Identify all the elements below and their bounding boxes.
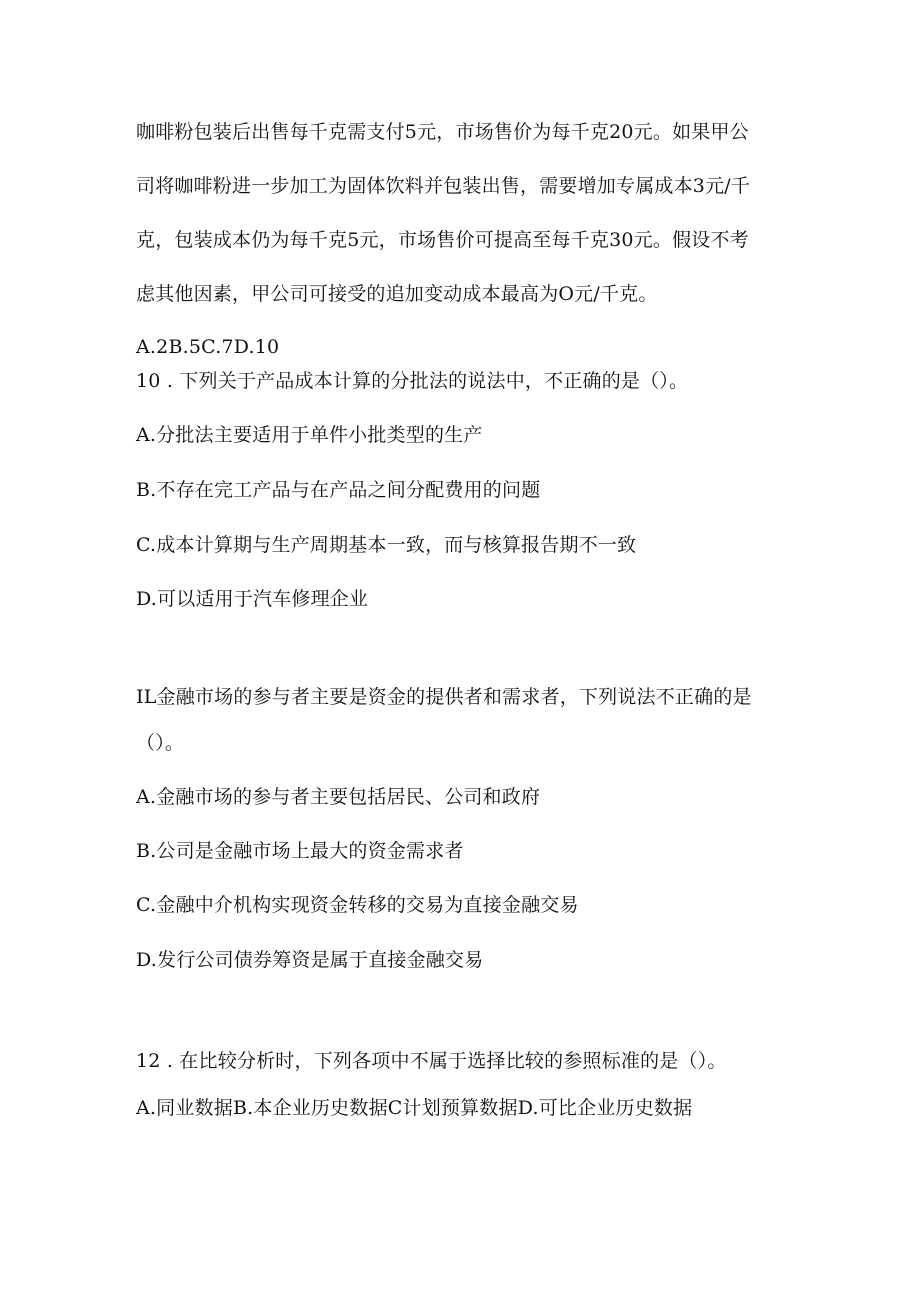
q12-stem: 12 . 在比较分析时，下列各项中不属于选择比较的参照标准的是（）。	[136, 1050, 727, 1072]
q12-options: A.同业数据B.本企业历史数据C计划预算数据D.可比企业历史数据	[136, 1097, 693, 1119]
q10-option-d: D.可以适用于汽车修理企业	[136, 588, 369, 610]
q9-stem-line-4: 虑其他因素，甲公司可接受的追加变动成本最高为O元/千克。	[136, 283, 658, 305]
q10-option-b: B.不存在完工产品与在产品之间分配费用的问题	[136, 479, 541, 501]
q9-stem-line-1: 咖啡粉包装后出售每千克需支付5元，市场售价为每千克20元。如果甲公	[136, 121, 749, 143]
q9-options: A.2B.5C.7D.10	[136, 336, 280, 358]
q10-stem: 10 . 下列关于产品成本计算的分批法的说法中，不正确的是（）。	[136, 370, 689, 392]
q10-option-a: A.分批法主要适用于单件小批类型的生产	[136, 424, 483, 446]
q11-option-a: A.金融市场的参与者主要包括居民、公司和政府	[136, 786, 541, 808]
q9-stem-line-2: 司将咖啡粉进一步加工为固体饮料并包装出售，需要增加专属成本3元/千	[136, 175, 751, 197]
q11-stem-line-1: IL金融市场的参与者主要是资金的提供者和需求者，下列说法不正确的是	[136, 686, 752, 708]
q11-option-c: C.金融中介机构实现资金转移的交易为直接金融交易	[136, 894, 579, 916]
q9-stem-line-3: 克，包装成本仍为每千克5元，市场售价可提高至每千克30元。假设不考	[136, 229, 749, 251]
q10-option-c: C.成本计算期与生产周期基本一致，而与核算报告期不一致	[136, 534, 637, 556]
q11-stem-line-2: （）。	[136, 732, 185, 754]
q11-option-b: B.公司是金融市场上最大的资金需求者	[136, 840, 464, 862]
q11-option-d: D.发行公司债券筹资是属于直接金融交易	[136, 949, 484, 971]
